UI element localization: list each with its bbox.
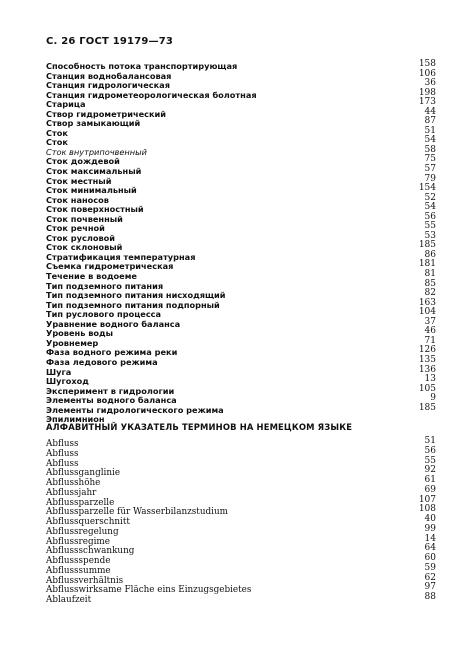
entry-term: Сток минимальный	[46, 185, 137, 196]
index-entry	[46, 476, 436, 486]
entry-term: Abflusswirksame Fläche eins Einzugsgebietes	[46, 585, 252, 596]
entry-term: Тип руслового процесса	[46, 309, 162, 320]
entry-page-number: 51	[424, 125, 436, 136]
index-entry	[46, 260, 436, 270]
index-entry	[46, 289, 436, 299]
entry-page-number: 79	[424, 173, 436, 184]
entry-page-number: 61	[424, 475, 436, 485]
index-entry	[46, 515, 436, 525]
index-entry	[46, 79, 436, 89]
index-entry	[46, 554, 436, 564]
entry-term: Сток речной	[46, 223, 105, 234]
entry-page-number: 54	[424, 135, 436, 146]
entry-page-number: 106	[418, 68, 436, 79]
entry-page-number: 55	[424, 455, 436, 466]
index-entry	[46, 213, 436, 223]
index-entry	[46, 564, 436, 574]
index-entry	[46, 457, 436, 467]
index-entry	[46, 70, 436, 80]
section-title: АЛФАВИТНЫЙ УКАЗАТЕЛЬ ТЕРМИНОВ НА НЕМЕЦКОМ ЯЗЫКЕ	[46, 422, 353, 432]
entry-page-number: 58	[424, 144, 436, 155]
entry-term: Сток местный	[46, 175, 112, 186]
entry-page-number: 14	[424, 533, 436, 544]
index-entry	[46, 280, 436, 290]
page-header: С. 26 ГОСТ 19179—73	[46, 36, 174, 47]
entry-term: Элементы водного баланса	[46, 395, 177, 406]
entry-term: Съемка гидрометрическая	[46, 261, 174, 272]
entry-page-number: 46	[424, 326, 436, 337]
entry-term: Abflusshöhe	[46, 478, 101, 488]
entry-page-number: 71	[424, 335, 436, 346]
index-entry	[46, 194, 436, 204]
index-entry	[46, 146, 436, 156]
entry-page-number: 81	[424, 269, 436, 280]
index-entry	[46, 108, 436, 118]
entry-page-number: 198	[418, 87, 436, 98]
entry-term: Abflussjahr	[46, 487, 97, 498]
entry-page-number: 62	[424, 572, 436, 583]
entry-term: Фаза водного режима реки	[46, 347, 178, 358]
entry-term: Станция воднобалансовая	[46, 70, 172, 81]
entry-term: Abflussverhältnis	[46, 575, 124, 586]
entry-page-number: 82	[424, 288, 436, 299]
index-entry	[46, 308, 436, 318]
entry-term: Abflussregelung	[46, 526, 119, 537]
entry-term: Створ гидрометрический	[46, 108, 167, 119]
entry-page-number: 59	[424, 562, 436, 573]
entry-term: Abflussschwankung	[46, 546, 135, 557]
entry-page-number: 51	[424, 436, 436, 446]
index-entry	[46, 404, 436, 414]
entry-term: Стратификация температурная	[46, 251, 196, 262]
entry-page-number: 105	[418, 383, 436, 394]
index-entry	[46, 241, 436, 251]
index-entry	[46, 232, 436, 242]
entry-term: Сток максимальный	[46, 166, 142, 177]
entry-page-number: 104	[418, 307, 436, 318]
index-entry	[46, 127, 436, 137]
entry-page-number: 75	[424, 154, 436, 165]
index-entry	[46, 543, 436, 557]
entry-page-number: 54	[424, 202, 436, 213]
index-entry	[46, 437, 436, 447]
index-entry	[46, 375, 436, 385]
entry-page-number: 158	[418, 59, 436, 69]
entry-page-number: 126	[418, 345, 436, 356]
entry-term: Элементы гидрологического режима	[46, 404, 224, 415]
entry-term: Станция гидрометеорологическая болотная	[46, 89, 257, 100]
russian-index-list	[46, 60, 436, 423]
entry-term: Тип подземного питания нисходящий	[46, 290, 226, 301]
entry-term: Уровень воды	[46, 328, 114, 339]
entry-term: Станция гидрологическая	[46, 80, 170, 91]
entry-page-number: 56	[424, 211, 436, 222]
entry-term: Уравнение водного баланса	[46, 318, 181, 329]
entry-page-number: 57	[424, 164, 436, 175]
entry-term: Шугоход	[46, 376, 89, 387]
entry-term: Створ замыкающий	[46, 118, 141, 129]
entry-page-number: 64	[424, 543, 436, 554]
entry-term: Сток склоновый	[46, 242, 123, 253]
entry-term: Эксперимент в гидрологии	[46, 385, 175, 396]
entry-page-number: 92	[424, 465, 436, 476]
entry-page-number: 87	[424, 116, 436, 127]
index-entry	[46, 155, 436, 165]
entry-term: Сток почвенный	[46, 213, 123, 224]
index-entry	[46, 535, 436, 545]
entry-page-number: 37	[424, 316, 436, 327]
entry-page-number: 13	[424, 374, 436, 385]
index-entry	[46, 98, 436, 108]
index-entry	[46, 574, 436, 584]
entry-term: Abflussparzelle für Wasserbilanzstudium	[46, 507, 228, 518]
entry-term: Abfluss	[46, 458, 79, 469]
entry-page-number: 163	[418, 297, 436, 308]
entry-page-number: 85	[424, 278, 436, 289]
index-entry	[46, 447, 436, 457]
index-entry	[46, 299, 436, 309]
entry-term: Abflusssumme	[46, 565, 111, 576]
index-entry	[46, 60, 436, 70]
entry-term: Abfluss	[46, 439, 79, 449]
entry-page-number: 56	[424, 445, 436, 456]
entry-term: Ablaufzeit	[46, 595, 92, 605]
entry-term: Сток	[46, 137, 68, 148]
index-entry	[46, 394, 436, 404]
entry-term: Abflussregime	[46, 536, 110, 547]
entry-page-number: 108	[418, 504, 436, 515]
entry-page-number: 44	[424, 106, 436, 117]
index-entry	[46, 496, 436, 506]
entry-term: Тип подземного питания	[46, 280, 164, 291]
entry-term: Шуга	[46, 366, 72, 377]
entry-page-number: 107	[418, 494, 436, 505]
entry-term: Фаза ледового режима	[46, 356, 158, 367]
entry-term: Сток	[46, 127, 68, 138]
entry-page-number: 36	[424, 78, 436, 89]
entry-page-number: 97	[424, 582, 436, 593]
entry-page-number: 154	[418, 183, 436, 194]
entry-term: Сток внутрипочвенный	[46, 146, 147, 157]
index-entry	[46, 525, 436, 535]
entry-term: Сток дождевой	[46, 156, 120, 167]
entry-term: Abflussparzelle	[46, 497, 115, 508]
entry-term: Сток наносов	[46, 194, 109, 205]
entry-term: Способность потока транспортирующая	[46, 61, 238, 71]
index-entry	[46, 251, 436, 261]
entry-term: Тип подземного питания подпорный	[46, 299, 220, 310]
entry-page-number: 53	[424, 230, 436, 241]
index-entry	[46, 270, 436, 280]
index-entry	[46, 337, 436, 347]
entry-page-number: 60	[424, 553, 436, 563]
entry-page-number: 181	[418, 259, 436, 270]
index-entry	[46, 346, 436, 356]
entry-page-number: 173	[418, 97, 436, 108]
index-entry	[46, 582, 436, 596]
entry-term: Abflussquerschnitt	[46, 517, 130, 527]
index-entry	[46, 318, 436, 328]
index-entry	[46, 327, 436, 337]
entry-page-number: 55	[424, 221, 436, 232]
index-entry	[46, 165, 436, 175]
entry-page-number: 86	[424, 249, 436, 260]
index-entry	[46, 366, 436, 376]
entry-page-number: 99	[424, 523, 436, 534]
entry-page-number: 185	[418, 240, 436, 251]
index-entry	[46, 117, 436, 127]
entry-term: Abflussspende	[46, 556, 111, 566]
entry-term: Уровнемер	[46, 337, 99, 348]
entry-term: Сток поверхностный	[46, 204, 144, 215]
entry-page-number: 136	[418, 364, 436, 375]
index-entry	[46, 385, 436, 395]
index-entry	[46, 486, 436, 496]
index-entry	[46, 504, 436, 518]
entry-term: Старица	[46, 99, 86, 110]
index-entry	[46, 184, 436, 194]
index-entry	[46, 136, 436, 146]
entry-page-number: 135	[418, 354, 436, 365]
index-entry	[46, 89, 436, 99]
index-entry	[46, 465, 436, 479]
entry-term: Течение в водоеме	[46, 271, 137, 282]
entry-page-number: 40	[424, 514, 436, 524]
entry-page-number: 88	[424, 592, 436, 602]
index-entry	[46, 203, 436, 213]
entry-page-number: 52	[424, 192, 436, 203]
entry-term: Abflussganglinie	[46, 468, 121, 479]
entry-term: Сток русловой	[46, 232, 116, 243]
index-entry	[46, 175, 436, 185]
index-entry	[46, 593, 436, 603]
entry-page-number: 185	[418, 402, 436, 413]
entry-page-number: 9	[430, 393, 436, 404]
entry-term: Abfluss	[46, 448, 79, 459]
entry-term: Эпилимнион	[46, 414, 105, 425]
entry-page-number: 69	[424, 484, 436, 495]
german-index-list	[46, 437, 436, 603]
index-entry	[46, 356, 436, 366]
index-entry	[46, 222, 436, 232]
